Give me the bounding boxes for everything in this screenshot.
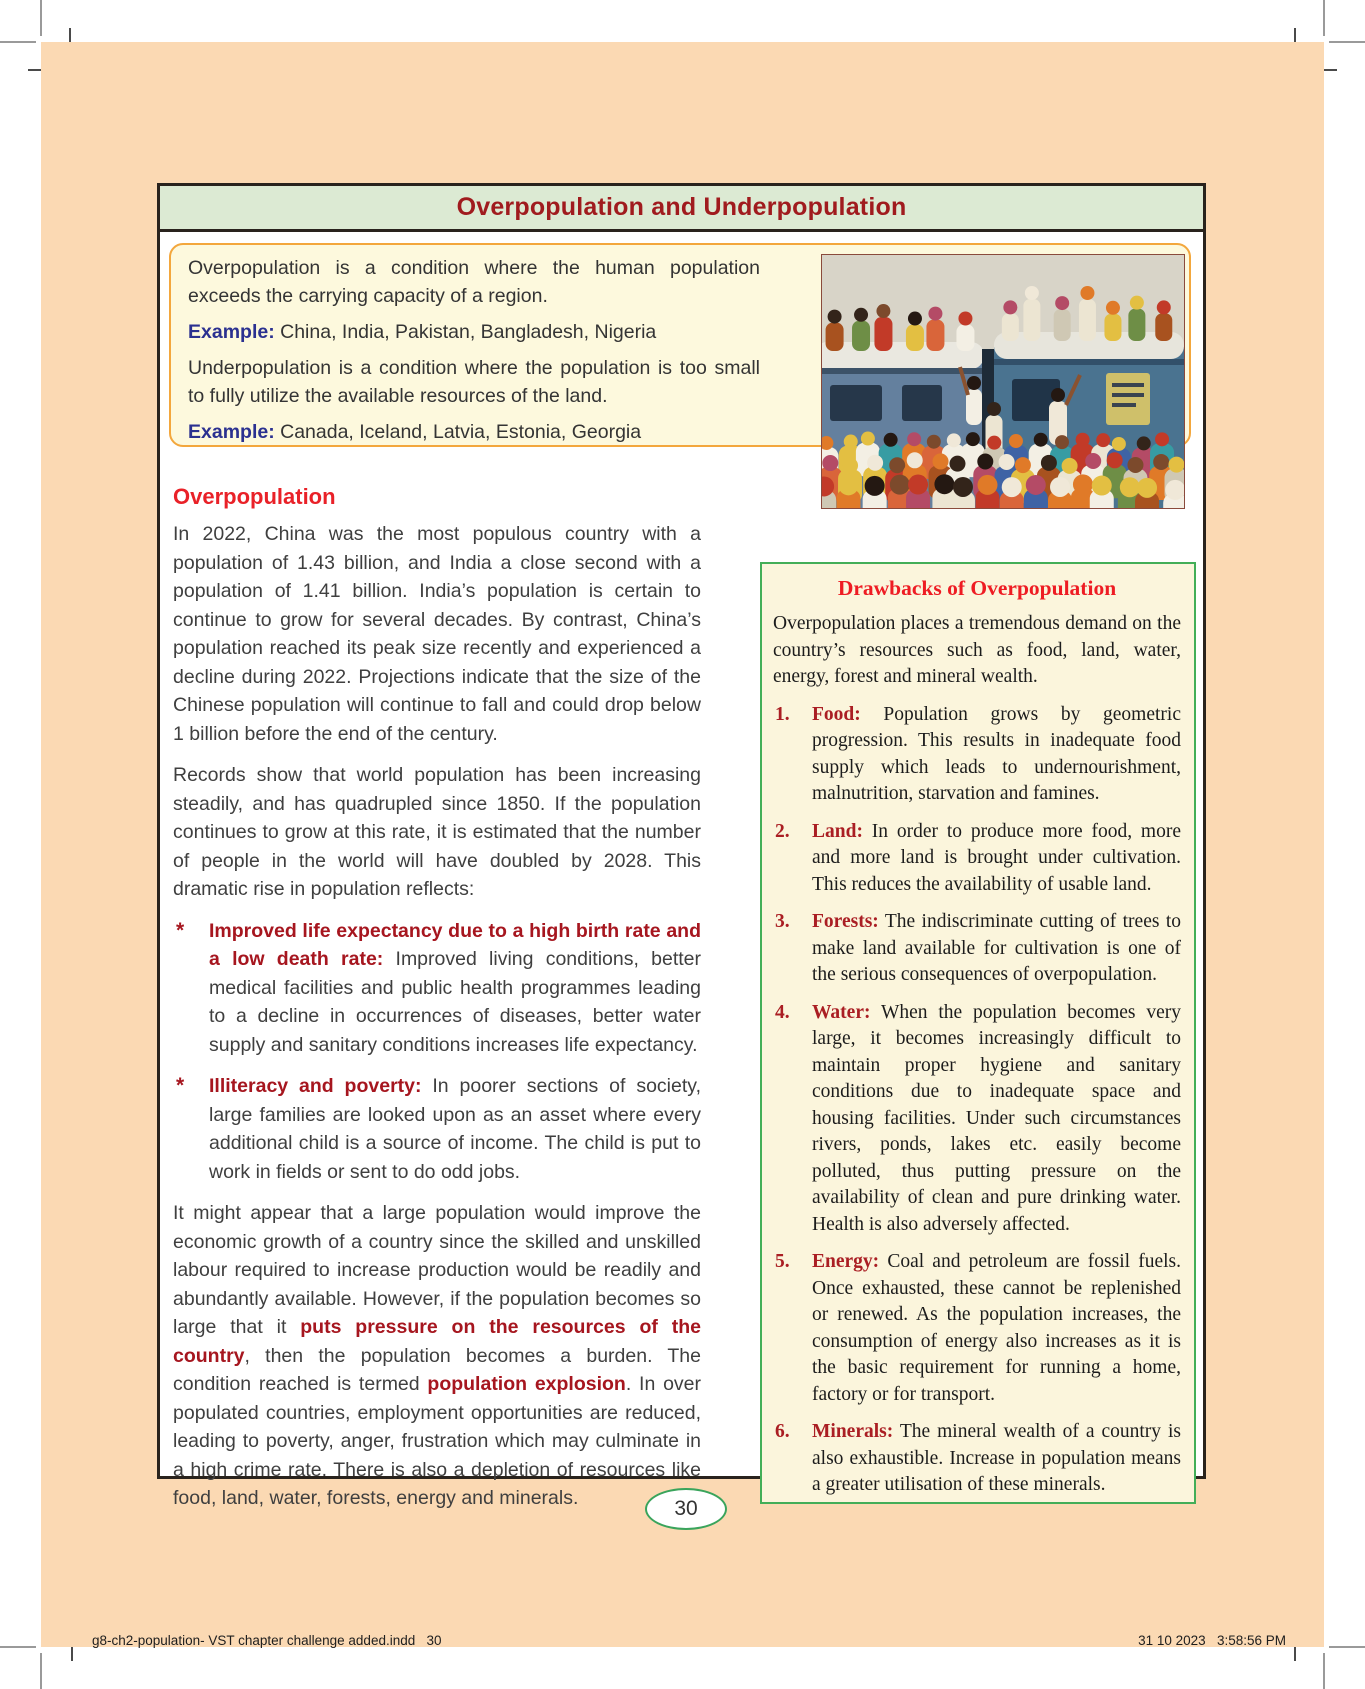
drawbacks-item: [773, 909, 1181, 989]
footer-filename: g8-ch2-population- VST chapter challenge added.indd 30: [92, 1633, 442, 1648]
emphasis-segment: puts pressure on the resources of the country: [173, 1316, 701, 1367]
footer-timestamp: 31 10 2023 3:58:56 PM: [1138, 1633, 1286, 1648]
crop-mark: [1329, 41, 1365, 43]
emphasis-segment: population explosion: [427, 1373, 626, 1395]
bullet-marker: *: [176, 1074, 185, 1097]
text-segment: Improved living conditions, better medical facilities and public health programmes leading to a decline in occurrences of diseases, better water supply and sanitary conditions increases life expectancy.: [209, 948, 702, 1056]
crop-mark: [40, 1653, 42, 1689]
crop-mark: [0, 1646, 36, 1648]
crowded-train-photo: [821, 254, 1185, 509]
item-number: 1.: [775, 703, 790, 725]
drawbacks-title: Drawbacks of Overpopulation: [837, 576, 1117, 600]
item-text: [812, 909, 1181, 989]
item-text: [812, 1249, 1181, 1408]
page-title: Overpopulation and Underpopulation: [456, 193, 907, 221]
item-number: 2.: [775, 820, 790, 842]
crop-mark: [1323, 1653, 1325, 1689]
text-segment: In 2022, China was the most populous country with a population of 1.43 billion, and India a close second with a population of 1.41 billion. India’s population is certain to continue to grow for several decades. By contrast, China’s population reached its peak size recently and experienced a decline during 2022. Projections indicate that the size of the Chinese population will continue to fall and could drop below 1 billion before the end of the century.: [173, 523, 701, 745]
definition-paragraph: [188, 318, 760, 346]
item-text: [812, 702, 1181, 808]
text-segment: . In over populated countries, employment opportunities are reduced, leading to poverty, anger, frustration which may culminate in a high crime rate. There is also a depletion of resources like food, land, water, forests, energy and minerals.: [173, 1373, 702, 1509]
definition-paragraph: [188, 254, 760, 310]
drawbacks-item: [773, 1000, 1181, 1239]
item-number: 6.: [775, 1421, 790, 1442]
crop-mark: [1329, 1646, 1365, 1648]
item-label: Minerals:: [812, 1421, 894, 1442]
text-segment: In order to produce more food, more and more land is brought under cultivation. This reduces the availability of usable land.: [812, 820, 1181, 895]
section-heading: Overpopulation: [173, 484, 336, 509]
crop-mark: [1323, 0, 1325, 36]
crop-mark: [0, 41, 36, 43]
page-number: 30: [674, 1497, 698, 1520]
item-text: [812, 1000, 1181, 1239]
left-column: [173, 484, 701, 1526]
emphasis-segment: Example:: [188, 321, 275, 343]
item-number: 4.: [775, 1001, 790, 1023]
body-paragraph: [173, 761, 701, 904]
bullet-text: [209, 1072, 701, 1186]
text-segment: Coal and petroleum are fossil fuels. Once exhausted, these cannot be replenished or renewed. As the population increases, the consumption of energy also increases as it is the basic requirement for running a home, factory or for transport.: [812, 1251, 1181, 1405]
item-label: Energy:: [812, 1251, 880, 1272]
drawbacks-list: [773, 702, 1181, 1499]
item-text: [812, 1419, 1181, 1499]
drawbacks-box: [760, 562, 1196, 1504]
item-label: Land:: [812, 820, 863, 842]
definition-paragraph: [188, 418, 760, 446]
drawbacks-item: [773, 702, 1181, 808]
text-segment: It might appear that a large population would improve the economic growth of a country since the skilled and unskilled labour required to increase production would be readily and abundantly available. However, if the population becomes so large that it: [173, 1202, 701, 1338]
text-segment: , then the population becomes a burden. The condition reached is termed: [173, 1344, 701, 1395]
body-paragraph: [173, 1199, 701, 1513]
item-label: Water:: [812, 1001, 871, 1023]
text-segment: In poorer sections of society, large families are looked upon as an asset where every additional child is a source of income. The child is put to work in fields or sent to do odd jobs.: [209, 1075, 701, 1183]
item-label: Food:: [812, 703, 861, 725]
text-segment: Records show that world population has been increasing steadily, and has quadrupled since 1850. If the population continues to grow at this rate, it is estimated that the number of people in the world will have doubled by 2028. This dramatic rise in population reflects:: [173, 764, 701, 900]
emphasis-segment: Illiteracy and poverty:: [209, 1075, 422, 1097]
drawbacks-item: [773, 819, 1181, 899]
text-segment: China, India, Pakistan, Bangladesh, Nigeria: [274, 321, 657, 343]
left-column-body: [173, 520, 701, 1513]
definition-box-text: [188, 254, 760, 454]
emphasis-segment: Improved life expectancy due to a high birth rate and a low death rate:: [209, 919, 701, 970]
text-segment: Underpopulation is a condition where the population is too small to fully utilize the available resources of the land.: [188, 357, 760, 407]
bullet-item: [173, 917, 701, 1060]
item-number: 5.: [775, 1251, 790, 1272]
item-text: [812, 819, 1181, 899]
body-paragraph: [173, 520, 701, 748]
item-label: Forests:: [812, 911, 879, 932]
bullet-text: [209, 917, 701, 1060]
crop-mark: [40, 0, 42, 36]
text-segment: When the population becomes very large, it becomes increasingly difficult to maintain proper hygiene and sanitary conditions due to inadequate space and housing facilities. Under such circumstances rivers, ponds, lakes etc. easily become polluted, thus putting pressure on the availability of clean and pure drinking water. Health is also adversely affected.: [812, 1001, 1181, 1235]
definition-paragraph: [188, 354, 760, 410]
item-number: 3.: [775, 911, 790, 932]
text-segment: Population grows by geometric progression. This results in inadequate food supply which leads to undernourishment, malnutrition, starvation and famines.: [812, 703, 1181, 804]
text-segment: The indiscriminate cutting of trees to make land available for cultivation is one of the serious consequences of overpopulation.: [812, 911, 1181, 985]
page-number-badge: [645, 1488, 727, 1530]
bullet-item: [173, 1072, 701, 1186]
drawbacks-item: [773, 1249, 1181, 1408]
drawbacks-intro: Overpopulation places a tremendous demand on the country’s resources such as food, land, water, energy, forest and mineral wealth.: [773, 613, 1181, 687]
text-segment: The mineral wealth of a country is also exhaustible. Increase in population means a greater utilisation of these minerals.: [812, 1421, 1181, 1495]
text-segment: Canada, Iceland, Latvia, Estonia, Georgia: [274, 421, 642, 443]
bullet-marker: *: [176, 918, 185, 942]
drawbacks-item: [773, 1419, 1181, 1499]
chapter-title-bar: [160, 186, 1203, 232]
emphasis-segment: Example:: [188, 421, 275, 443]
text-segment: Overpopulation is a condition where the human population exceeds the carrying capacity of a region.: [188, 257, 760, 307]
